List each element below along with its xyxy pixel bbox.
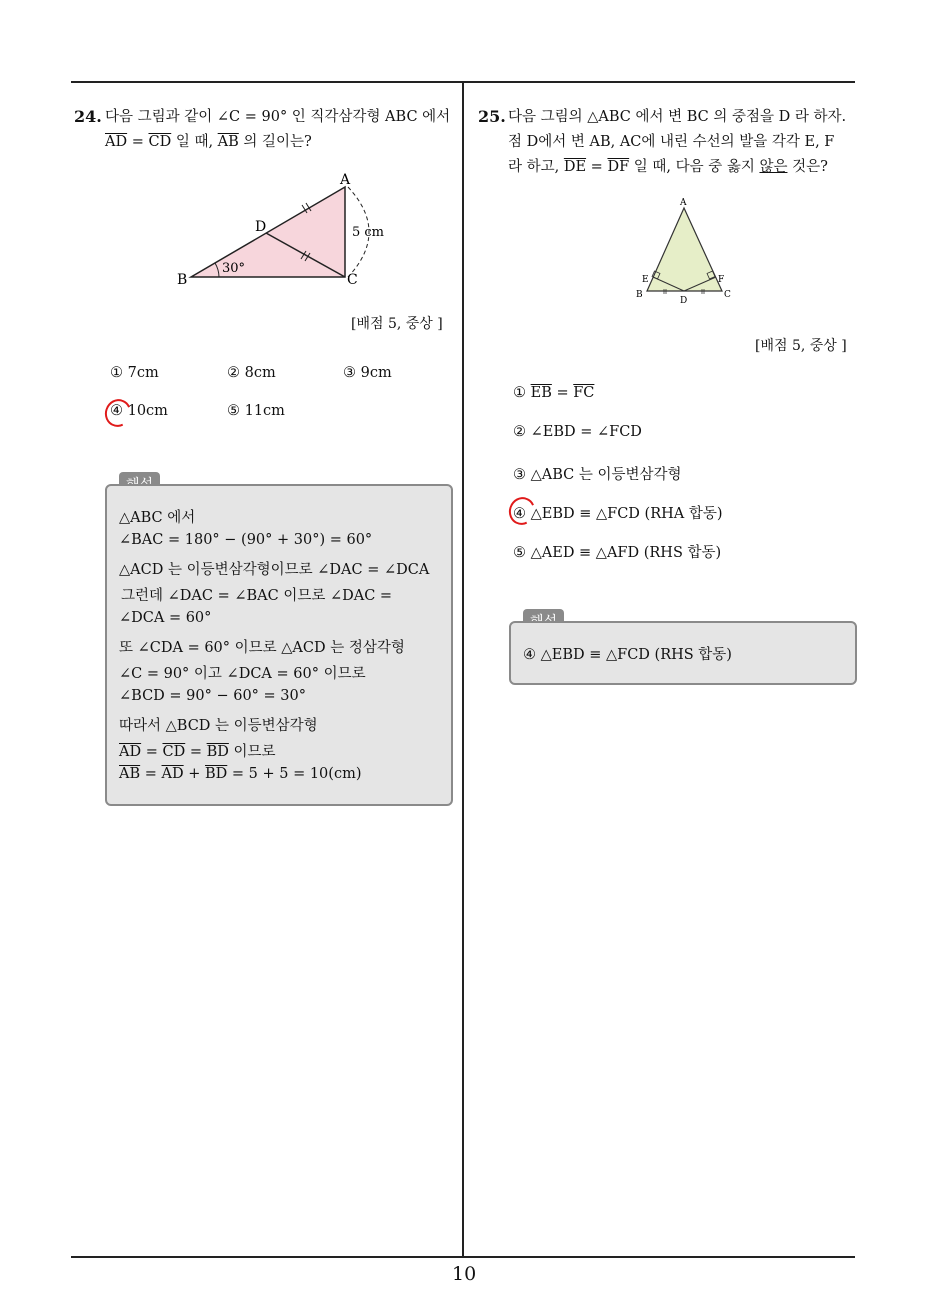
q24-score: [배점 5, 중상 ] [351, 316, 443, 332]
seg: $\overline{BD}$ [206, 744, 229, 760]
q24-stem [105, 105, 457, 155]
option-text: △ABC 는 이등변삼각형 [530, 467, 682, 483]
q25-label-b: B [636, 290, 643, 300]
q25-label-e: E [642, 275, 649, 285]
q24-number: 24. [74, 107, 102, 126]
q24-solution-box [105, 484, 453, 806]
solution-line: 따라서 △BCD 는 이등변삼각형 [119, 718, 318, 734]
q25-label-a: A [680, 198, 687, 208]
solution-line: ∠BAC = 180° − (90° + 30°) = 60° [119, 532, 373, 548]
q24-stem-line1: 다음 그림과 같이 ∠C = 90° 인 직각삼각형 ABC 에서 [105, 109, 451, 125]
seg: $\overline{AD}$ [119, 744, 142, 760]
q24-label-a: A [340, 172, 351, 188]
option-text: 7cm [127, 365, 159, 381]
solution-line: 또 ∠CDA = 60° 이므로 △ACD 는 정삼각형 [119, 640, 405, 656]
option-number: ① [110, 365, 123, 381]
q24-label-b: B [177, 272, 188, 288]
option-text: 9cm [360, 365, 392, 381]
q25-eq: = [586, 159, 608, 175]
q24-option-3[interactable] [343, 365, 392, 381]
option-text: ∠EBD = ∠FCD [530, 424, 642, 440]
op: = [551, 385, 574, 401]
option-text: △EBD ≡ △FCD (RHA 합동) [530, 506, 723, 522]
q25-seg-df: $\overline{DF}$ [607, 159, 630, 175]
page-number: 10 [452, 1263, 477, 1285]
q24-seg-ad: $\overline{AD}$ [105, 134, 128, 150]
q25-solution-box [509, 621, 857, 685]
column-divider [462, 82, 464, 1257]
q25-option-2[interactable] [513, 424, 642, 440]
q25-label-d: D [680, 296, 688, 305]
seg: $\overline{BD}$ [205, 766, 228, 782]
seg: $\overline{FC}$ [573, 385, 595, 401]
op: = [141, 744, 163, 760]
q25-score: [배점 5, 중상 ] [755, 338, 847, 354]
q24-answer-mark [101, 395, 135, 430]
solution-line [119, 766, 361, 782]
solution-line: △ACD 는 이등변삼각형이므로 ∠DAC = ∠DCA [119, 562, 430, 578]
option-number: ③ [343, 365, 356, 381]
solution-line: ④ △EBD ≡ △FCD (RHS 합동) [523, 647, 732, 663]
q24-figure [170, 168, 390, 293]
q25-line3-a: 라 하고, [508, 159, 564, 175]
q25-emphasis: 않은 [759, 159, 788, 175]
q25-option-5[interactable] [513, 541, 721, 562]
option-text: 8cm [244, 365, 276, 381]
text: = 5 + 5 = 10(cm) [227, 766, 362, 782]
op: = [140, 766, 162, 782]
q24-option-2[interactable] [227, 365, 276, 381]
q25-option-1[interactable] [513, 385, 594, 401]
q24-option-5[interactable] [227, 403, 285, 419]
seg: $\overline{AB}$ [119, 766, 141, 782]
q25-line3-b: 일 때, 다음 중 옳지 [629, 159, 760, 175]
solution-line: ∠DCA = 60° [119, 610, 212, 626]
option-number: ② [513, 424, 526, 440]
seg: $\overline{EB}$ [530, 385, 552, 401]
option-text: 11cm [244, 403, 285, 419]
q25-line3-c: 것은? [787, 159, 828, 175]
q24-seg-cd: $\overline{CD}$ [148, 134, 172, 150]
q25-stem-line1: 다음 그림의 △ABC 에서 변 BC 의 중점을 D 라 하자. [508, 109, 847, 125]
q24-seg-ab: $\overline{AB}$ [217, 134, 239, 150]
q25-seg-de: $\overline{DE}$ [563, 159, 587, 175]
q24-label-c: C [347, 272, 358, 288]
option-number: ① [513, 385, 526, 401]
seg: $\overline{CD}$ [162, 744, 186, 760]
option-number: ④ [513, 506, 526, 522]
option-number: ③ [513, 467, 526, 483]
seg: $\overline{AD}$ [161, 766, 184, 782]
solution-line: 그런데 ∠DAC = ∠BAC 이므로 ∠DAC = [121, 588, 393, 604]
q24-line2-end: 의 길이는? [238, 134, 312, 150]
option-text: △AED ≡ △AFD (RHS 합동) [530, 545, 722, 561]
q24-label-d: D [255, 219, 267, 235]
solution-line: ∠C = 90° 이고 ∠DCA = 60° 이므로 [119, 666, 366, 682]
q24-angle-label: 30° [222, 261, 246, 276]
q25-stem [508, 105, 860, 180]
q25-option-3[interactable] [513, 463, 682, 484]
option-number: ② [227, 365, 240, 381]
q25-stem-line3 [508, 155, 860, 180]
option-text: 10cm [127, 403, 168, 419]
q24-side-label: 5 cm [352, 225, 385, 240]
q24-stem-line2 [105, 130, 457, 155]
solution-line [119, 740, 276, 761]
solution-line: △ABC 에서 [119, 510, 196, 526]
op: + [183, 766, 205, 782]
q24-line2-mid: 일 때, [171, 134, 218, 150]
bottom-rule [71, 1256, 855, 1258]
q25-figure [632, 195, 742, 305]
q25-answer-mark [505, 493, 539, 528]
q24-option-1[interactable] [110, 365, 159, 381]
q25-stem-line2: 점 D에서 변 AB, AC에 내린 수선의 발을 각각 E, F [508, 134, 835, 150]
q24-eq: = [127, 134, 149, 150]
op: = [185, 744, 207, 760]
solution-line: ∠BCD = 90° − 60° = 30° [119, 688, 306, 704]
q25-label-c: C [724, 290, 731, 300]
option-number: ④ [110, 403, 123, 419]
option-number: ⑤ [513, 545, 526, 561]
q25-label-f: F [718, 275, 725, 285]
text: 이므로 [228, 744, 276, 760]
q25-option-4[interactable] [513, 502, 723, 523]
q25-number: 25. [478, 107, 506, 126]
option-number: ⑤ [227, 403, 240, 419]
